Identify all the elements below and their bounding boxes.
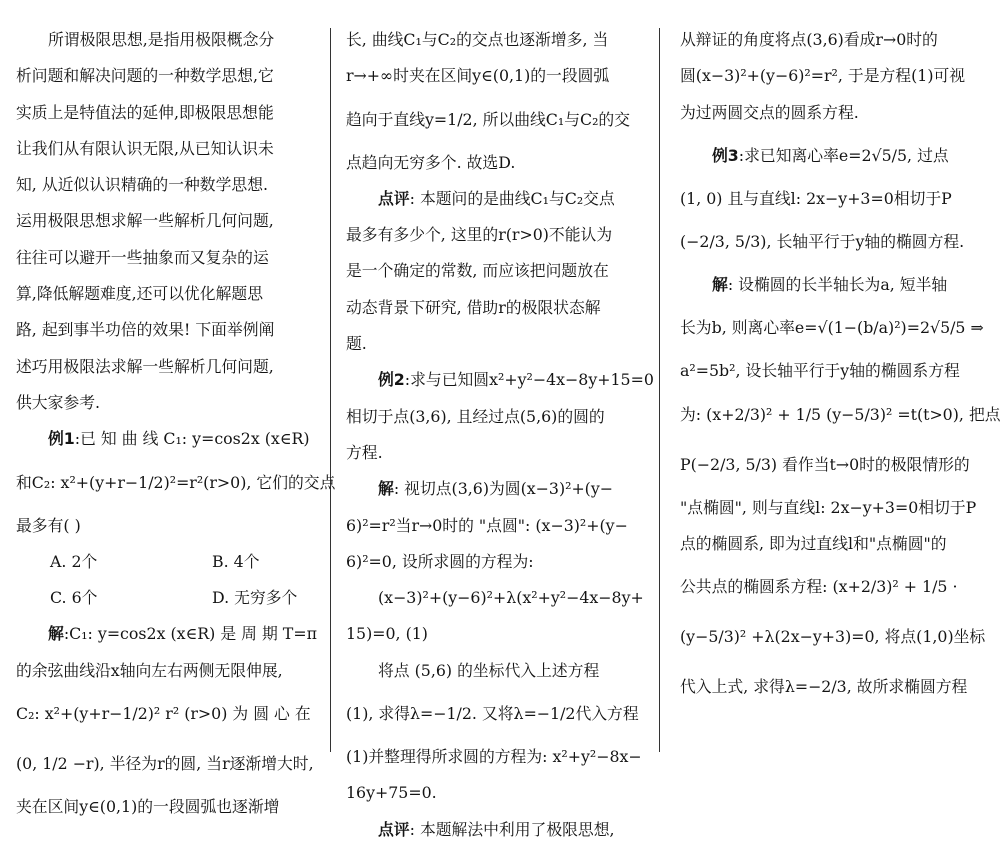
intro-line: 往往可以避开一些抽象而又复杂的运 [16,247,269,267]
comment-1-text: 最多有多少个, 这里的r(r>0)不能认为 [346,225,613,245]
intro-line: 所谓极限思想,是指用极限概念分 [48,30,275,49]
example-1-text: 和C₂: x²+(y+r−1/2)²=r²(r>0), 它们的交点 [16,472,336,492]
solution-3-label: 解 [712,275,728,295]
comment-1-text: 是一个确定的常数, 而应该把问题放在 [346,261,609,281]
column-divider-2 [659,28,660,752]
solution-3-text: 点的椭圆系, 即为过直线l和"点椭圆"的 [680,534,947,554]
intro-line: 析问题和解决问题的一种数学思想,它 [16,66,274,86]
solution-1-text: :C₁: y=cos2x (x∈R) 是 周 期 T=π [63,624,317,644]
intro-line: 算,降低解题难度,还可以优化解题思 [16,284,263,304]
comment-1-text: 题. [346,334,367,354]
example-2-text: 方程. [346,442,383,462]
example-2-text: :求与已知圆x²+y²−4x−8y+15=0 [404,370,654,390]
example-1-text: 最多有( ) [16,515,81,535]
column-3 [680,22,1001,712]
solution-3-text: 公共点的椭圆系方程: (x+2/3)² + 1/5 · [680,577,958,597]
comment-1-text: : 本题问的是曲线C₁与C₂交点 [409,188,615,208]
intro-line: 述巧用极限法求解一些解析几何问题, [16,356,274,376]
intro-line: 实质上是特值法的延伸,即极限思想能 [16,102,274,122]
solution-1-text: 的余弦曲线沿x轴向左右两侧无限伸展, [16,660,283,680]
solution-2-text: 6)²=r²当r→0时的 "点圆": (x−3)²+(y− [346,515,628,535]
solution-3-text: 长为b, 则离心率e=√(1−(b/a)²)=2√5/5 ⇒ [680,318,984,338]
intro-line: 知, 从近似认识精确的一种数学思想. [16,175,269,195]
comment-2-text: 为过两圆交点的圆系方程. [680,102,859,122]
solution-2-text: 16y+75=0. [346,783,437,803]
solution-3-text: : 设椭圆的长半轴长为a, 短半轴 [727,275,948,295]
solution-2-text: (x−3)²+(y−6)²+λ(x²+y²−4x−8y+ [378,588,644,608]
column-2 [346,22,654,848]
solution-3-text: 为: (x+2/3)² + 1/5 (y−5/3)² =t(t>0), 把点 [680,404,1001,424]
example-3-label: 例3 [712,145,739,165]
solution-2-text: (1), 求得λ=−1/2. 又将λ=−1/2代入方程 [346,704,639,724]
solution-2-text: : 视切点(3,6)为圆(x−3)²+(y− [393,479,614,499]
example-1-text: :已 知 曲 线 C₁: y=cos2x (x∈R) [74,429,310,449]
example-1-label: 例1 [48,429,75,449]
solution-2-label: 解 [378,479,394,499]
intro-line: 路, 起到事半功倍的效果! 下面举例阐 [16,320,275,340]
solution-1-text: 夹在区间y∈(0,1)的一段圆弧也逐渐增 [16,797,280,817]
solution-1-text: (0, 1/2 −r), 半径为r的圆, 当r逐渐增大时, [16,754,314,774]
solution-1-label: 解 [48,624,64,644]
example-3-text: (1, 0) 且与直线l: 2x−y+3=0相切于P [680,188,952,208]
intro-line: 让我们从有限认识无限,从已知认识未 [16,138,274,158]
solution-3-text: P(−2/3, 5/3) 看作当t→0时的极限情形的 [680,454,970,474]
comment-2-text: 从辩证的角度将点(3,6)看成r→0时的 [680,30,938,49]
solution-2-text: 将点 (5,6) 的坐标代入上述方程 [378,660,600,680]
example-2-text: 相切于点(3,6), 且经过点(5,6)的圆的 [346,406,605,426]
solution-1-text: 长, 曲线C₁与C₂的交点也逐渐增多, 当 [346,30,609,49]
example-3-text: :求已知离心率e=2√5/5, 过点 [738,145,949,165]
solution-1-text: C₂: x²+(y+r−1/2)² r² (r>0) 为 圆 心 在 [16,704,311,724]
solution-1-text: 点趋向无穷多个. 故选D. [346,152,516,172]
comment-2-text: 圆(x−3)²+(y−6)²=r², 于是方程(1)可视 [680,66,966,86]
intro-line: 供大家参考. [16,392,101,412]
solution-3-text: (y−5/3)² +λ(2x−y+3)=0, 将点(1,0)坐标 [680,627,986,647]
solution-3-text: "点椭圆", 则与直线l: 2x−y+3=0相切于P [680,497,977,517]
option-c: C. 6个 [50,588,98,608]
solution-3-text: a²=5b², 设长轴平行于y轴的椭圆系方程 [680,361,960,381]
solution-2-text: (1)并整理得所求圆的方程为: x²+y²−8x− [346,747,642,767]
option-d: D. 无穷多个 [212,588,298,608]
column-1 [16,22,336,825]
solution-1-text: r→+∞时夹在区间y∈(0,1)的一段圆弧 [346,66,610,86]
column-divider-1 [330,28,331,752]
solution-2-text: 15)=0, (1) [346,624,428,644]
comment-2-text: : 本题解法中利用了极限思想, [409,819,615,839]
intro-line: 运用极限思想求解一些解析几何问题, [16,211,274,231]
option-a: A. 2个 [50,551,98,571]
solution-2-text: 6)²=0, 设所求圆的方程为: [346,551,534,571]
example-3-text: (−2/3, 5/3), 长轴平行于y轴的椭圆方程. [680,232,965,252]
comment-1-text: 动态背景下研究, 借助r的极限状态解 [346,297,601,317]
comment-1-label: 点评 [378,188,410,208]
example-2-label: 例2 [378,370,405,390]
solution-3-text: 代入上式, 求得λ=−2/3, 故所求椭圆方程 [680,677,968,697]
comment-2-label: 点评 [378,819,410,839]
solution-1-text: 趋向于直线y=1/2, 所以曲线C₁与C₂的交 [346,109,631,129]
option-b: B. 4个 [212,551,260,571]
